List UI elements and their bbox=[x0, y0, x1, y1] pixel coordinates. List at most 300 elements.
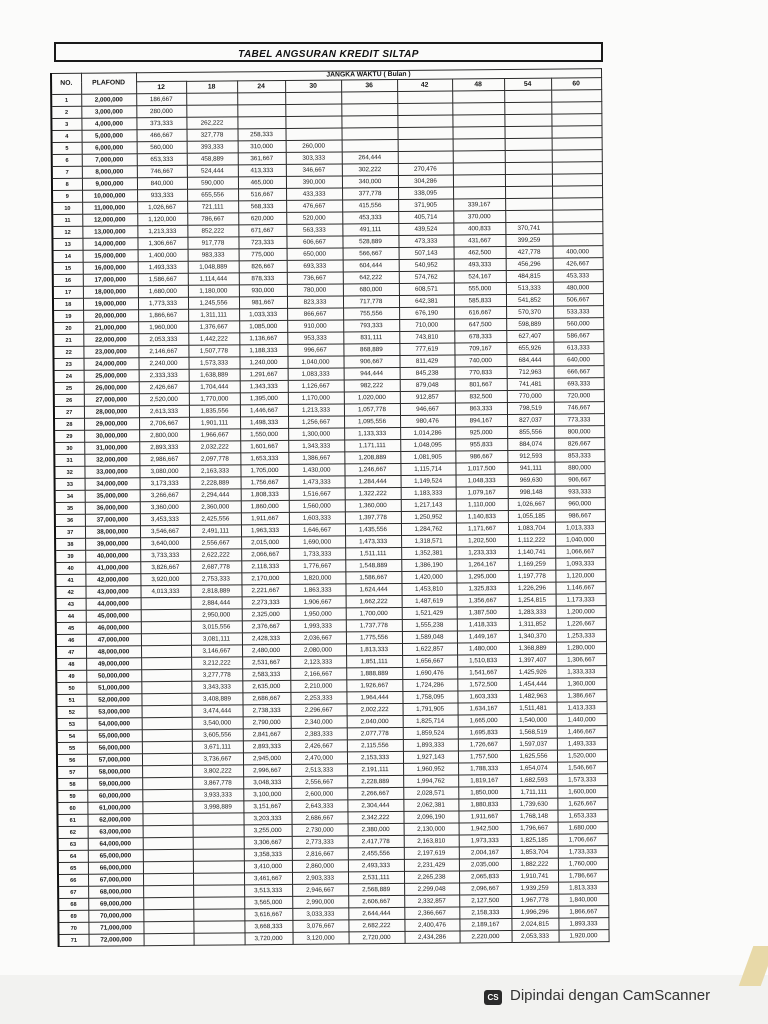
installment-cell: 1,081,905 bbox=[400, 451, 455, 463]
installment-cell: 1,284,444 bbox=[345, 475, 401, 487]
installment-cell: 2,123,333 bbox=[290, 656, 346, 668]
installment-cell: 2,682,222 bbox=[348, 919, 404, 931]
row-number: 3 bbox=[51, 118, 81, 130]
plafond-cell: 60,000,000 bbox=[87, 790, 142, 802]
installment-cell: 2,333,333 bbox=[139, 369, 189, 381]
installment-cell: 2,220,000 bbox=[460, 931, 512, 943]
installment-cell: 1,601,667 bbox=[240, 440, 288, 452]
installment-cell: 1,482,963 bbox=[509, 690, 556, 702]
installment-cell: 2,730,000 bbox=[292, 824, 348, 836]
header-month: 36 bbox=[341, 79, 397, 91]
installment-cell: 2,253,333 bbox=[290, 692, 346, 704]
installment-cell: 1,711,111 bbox=[510, 786, 557, 798]
installment-cell: 983,333 bbox=[188, 249, 239, 261]
installment-cell: 371,905 bbox=[398, 199, 453, 211]
installment-cell bbox=[237, 92, 285, 104]
row-number: 28 bbox=[54, 418, 84, 430]
installment-cell: 484,815 bbox=[506, 270, 553, 282]
installment-cell: 1,376,667 bbox=[188, 321, 239, 333]
installment-cell: 456,296 bbox=[506, 258, 553, 270]
installment-cell: 1,757,500 bbox=[458, 751, 510, 763]
installment-cell bbox=[505, 186, 552, 198]
plafond-cell: 42,000,000 bbox=[85, 574, 140, 586]
plafond-cell: 45,000,000 bbox=[86, 610, 141, 622]
installment-cell: 1,048,333 bbox=[456, 475, 508, 487]
installment-cell: 1,466,667 bbox=[557, 726, 607, 738]
installment-cell bbox=[141, 693, 191, 705]
installment-cell: 2,380,000 bbox=[348, 823, 404, 835]
installment-cell: 1,013,333 bbox=[555, 522, 605, 534]
row-number: 48 bbox=[56, 658, 86, 670]
row-number: 46 bbox=[56, 634, 86, 646]
camscanner-watermark: Dipindai dengan CamScanner bbox=[510, 987, 711, 1004]
installment-cell: 1,511,111 bbox=[345, 547, 401, 559]
installment-cell: 560,000 bbox=[553, 318, 603, 330]
plafond-cell: 16,000,000 bbox=[83, 262, 138, 274]
installment-cell: 340,000 bbox=[342, 175, 398, 187]
installment-cell: 2,470,000 bbox=[291, 752, 347, 764]
installment-cell: 2,600,000 bbox=[291, 788, 347, 800]
row-number: 70 bbox=[58, 922, 88, 934]
installment-cell: 944,444 bbox=[344, 367, 400, 379]
installment-cell: 2,426,667 bbox=[139, 381, 189, 393]
installment-cell: 1,343,333 bbox=[240, 380, 288, 392]
installment-cell: 466,667 bbox=[136, 129, 186, 141]
installment-cell: 327,778 bbox=[186, 129, 237, 141]
installment-cell bbox=[453, 139, 505, 151]
installment-cell: 1,705,000 bbox=[240, 464, 288, 476]
installment-cell: 1,264,167 bbox=[456, 559, 508, 571]
installment-cell: 3,212,222 bbox=[191, 657, 242, 669]
installment-cell: 361,667 bbox=[238, 152, 286, 164]
installment-cell: 1,173,333 bbox=[556, 594, 606, 606]
installment-cell: 2,531,111 bbox=[348, 871, 404, 883]
row-number: 53 bbox=[57, 718, 87, 730]
plafond-cell: 72,000,000 bbox=[89, 934, 144, 946]
plafond-cell: 68,000,000 bbox=[88, 886, 143, 898]
plafond-cell: 61,000,000 bbox=[87, 802, 142, 814]
installment-cell: 1,726,667 bbox=[458, 739, 510, 751]
installment-cell: 2,118,333 bbox=[241, 560, 289, 572]
installment-cell bbox=[193, 873, 244, 885]
installment-cell: 1,737,778 bbox=[346, 619, 402, 631]
installment-cell: 2,583,333 bbox=[242, 668, 290, 680]
installment-cell: 1,850,000 bbox=[458, 787, 510, 799]
installment-cell: 2,153,333 bbox=[347, 751, 403, 763]
installment-cell: 1,910,741 bbox=[511, 870, 558, 882]
installment-cell: 1,493,333 bbox=[138, 261, 188, 273]
installment-cell: 1,325,833 bbox=[456, 583, 508, 595]
plafond-cell: 59,000,000 bbox=[87, 778, 142, 790]
installment-cell: 2,115,556 bbox=[347, 739, 403, 751]
installment-cell bbox=[341, 103, 397, 115]
installment-cell bbox=[504, 114, 551, 126]
plafond-cell: 66,000,000 bbox=[88, 862, 143, 874]
installment-cell: 3,540,000 bbox=[192, 717, 243, 729]
installment-cell: 743,810 bbox=[399, 331, 454, 343]
installment-cell bbox=[143, 921, 193, 933]
installment-cell: 933,333 bbox=[137, 189, 187, 201]
installment-cell bbox=[341, 115, 397, 127]
installment-cell: 868,889 bbox=[343, 343, 399, 355]
installment-cell: 2,753,333 bbox=[190, 573, 241, 585]
row-number: 69 bbox=[58, 910, 88, 922]
installment-cell bbox=[285, 128, 341, 140]
row-number: 42 bbox=[55, 586, 85, 598]
row-number: 50 bbox=[56, 682, 86, 694]
installment-cell: 2,945,000 bbox=[243, 752, 291, 764]
installment-cell: 1,851,111 bbox=[346, 655, 402, 667]
installment-cell: 1,040,000 bbox=[287, 356, 343, 368]
installment-cell bbox=[398, 139, 453, 151]
plafond-cell: 2,000,000 bbox=[81, 94, 136, 106]
installment-cell: 2,163,810 bbox=[404, 835, 459, 847]
installment-cell: 1,055,185 bbox=[508, 510, 555, 522]
installment-cell: 604,444 bbox=[343, 259, 399, 271]
installment-cell: 620,000 bbox=[238, 212, 286, 224]
installment-cell: 2,210,000 bbox=[290, 680, 346, 692]
installment-cell: 1,120,000 bbox=[137, 213, 187, 225]
installment-cell: 777,619 bbox=[399, 343, 454, 355]
installment-cell: 473,333 bbox=[398, 235, 453, 247]
installment-cell bbox=[142, 801, 192, 813]
installment-cell: 1,739,630 bbox=[510, 798, 557, 810]
installment-cell: 676,190 bbox=[399, 307, 454, 319]
installment-cell: 3,080,000 bbox=[139, 465, 189, 477]
installment-cell: 2,383,333 bbox=[291, 728, 347, 740]
installment-cell: 1,226,296 bbox=[508, 582, 555, 594]
row-number: 51 bbox=[56, 694, 86, 706]
installment-cell: 2,035,000 bbox=[459, 859, 511, 871]
installment-cell: 693,333 bbox=[554, 378, 604, 390]
installment-cell bbox=[141, 597, 191, 609]
installment-cell: 2,096,190 bbox=[403, 811, 458, 823]
row-number: 64 bbox=[58, 850, 88, 862]
installment-cell: 3,733,333 bbox=[140, 549, 190, 561]
installment-cell: 2,556,667 bbox=[190, 537, 241, 549]
header-month: 12 bbox=[136, 81, 186, 93]
plafond-cell: 18,000,000 bbox=[83, 286, 138, 298]
installment-cell: 1,560,000 bbox=[289, 500, 345, 512]
installment-cell: 1,791,905 bbox=[403, 703, 458, 715]
installment-cell: 413,333 bbox=[238, 164, 286, 176]
installment-cell: 1,960,000 bbox=[138, 321, 188, 333]
plafond-cell: 62,000,000 bbox=[87, 814, 142, 826]
installment-cell: 493,333 bbox=[454, 259, 506, 271]
installment-cell: 462,500 bbox=[454, 247, 506, 259]
installment-table bbox=[50, 68, 609, 947]
plafond-cell: 10,000,000 bbox=[82, 190, 137, 202]
installment-cell: 2,340,000 bbox=[291, 716, 347, 728]
installment-cell: 1,114,444 bbox=[188, 273, 239, 285]
installment-cell bbox=[193, 897, 244, 909]
installment-cell: 953,333 bbox=[287, 332, 343, 344]
installment-cell: 2,273,333 bbox=[242, 596, 290, 608]
installment-cell: 1,171,111 bbox=[344, 439, 400, 451]
installment-cell: 439,524 bbox=[398, 223, 453, 235]
row-number: 67 bbox=[58, 886, 88, 898]
installment-cell bbox=[551, 102, 601, 114]
installment-cell: 2,400,476 bbox=[404, 919, 459, 931]
installment-cell: 1,200,000 bbox=[556, 606, 606, 618]
installment-cell: 1,863,333 bbox=[289, 584, 345, 596]
installment-cell: 2,231,429 bbox=[404, 859, 459, 871]
installment-cell: 1,246,667 bbox=[344, 463, 400, 475]
installment-cell: 1,146,667 bbox=[555, 582, 605, 594]
installment-cell: 1,706,667 bbox=[558, 834, 608, 846]
installment-cell: 880,000 bbox=[554, 462, 604, 474]
plafond-cell: 51,000,000 bbox=[86, 682, 141, 694]
installment-cell: 2,066,667 bbox=[241, 548, 289, 560]
installment-cell: 3,151,667 bbox=[243, 800, 291, 812]
installment-cell: 678,333 bbox=[454, 331, 506, 343]
installment-cell: 1,572,500 bbox=[457, 679, 509, 691]
installment-cell: 1,256,667 bbox=[288, 416, 344, 428]
plafond-cell: 22,000,000 bbox=[83, 334, 138, 346]
installment-cell: 1,820,000 bbox=[289, 572, 345, 584]
installment-cell: 262,222 bbox=[186, 117, 237, 129]
installment-cell: 1,603,333 bbox=[457, 691, 509, 703]
installment-cell: 1,624,444 bbox=[345, 583, 401, 595]
installment-cell: 3,120,000 bbox=[293, 932, 349, 944]
installment-cell: 775,000 bbox=[239, 248, 287, 260]
installment-cell: 840,000 bbox=[137, 177, 187, 189]
installment-cell: 1,654,074 bbox=[510, 762, 557, 774]
installment-cell: 1,171,667 bbox=[456, 523, 508, 535]
installment-cell: 1,662,222 bbox=[346, 595, 402, 607]
plafond-cell: 9,000,000 bbox=[82, 178, 137, 190]
installment-cell: 1,169,259 bbox=[508, 558, 555, 570]
installment-cell: 1,079,167 bbox=[456, 487, 508, 499]
installment-cell: 3,358,333 bbox=[244, 848, 292, 860]
row-number: 7 bbox=[52, 166, 82, 178]
plafond-cell: 65,000,000 bbox=[88, 850, 143, 862]
row-number: 63 bbox=[58, 838, 88, 850]
installment-cell: 1,020,000 bbox=[344, 391, 400, 403]
installment-cell: 1,356,667 bbox=[457, 595, 509, 607]
header-no: NO. bbox=[51, 73, 81, 94]
installment-cell: 1,573,333 bbox=[557, 774, 607, 786]
installment-cell: 773,333 bbox=[554, 414, 604, 426]
row-number: 56 bbox=[57, 754, 87, 766]
installment-cell: 563,333 bbox=[286, 224, 342, 236]
row-number: 8 bbox=[52, 178, 82, 190]
installment-cell: 811,429 bbox=[399, 355, 454, 367]
header-jangka-waktu: JANGKA WAKTU ( Bulan ) bbox=[136, 69, 601, 82]
installment-cell: 590,000 bbox=[187, 177, 238, 189]
plafond-cell: 7,000,000 bbox=[82, 154, 137, 166]
installment-cell: 1,724,286 bbox=[402, 679, 457, 691]
installment-cell: 2,800,000 bbox=[139, 429, 189, 441]
installment-cell: 1,853,704 bbox=[511, 846, 558, 858]
installment-cell: 1,555,238 bbox=[402, 619, 457, 631]
installment-cell bbox=[505, 162, 552, 174]
row-number: 4 bbox=[52, 130, 82, 142]
installment-cell: 598,889 bbox=[506, 318, 553, 330]
installment-cell: 2,299,048 bbox=[404, 883, 459, 895]
installment-cell: 1,813,333 bbox=[346, 643, 402, 655]
installment-cell: 1,911,667 bbox=[241, 512, 289, 524]
installment-cell: 1,217,143 bbox=[401, 499, 456, 511]
installment-cell: 1,690,476 bbox=[402, 667, 457, 679]
installment-cell: 3,474,444 bbox=[192, 705, 243, 717]
installment-cell: 2,513,333 bbox=[291, 764, 347, 776]
installment-cell: 2,077,778 bbox=[347, 727, 403, 739]
installment-cell bbox=[141, 633, 191, 645]
row-number: 36 bbox=[55, 514, 85, 526]
installment-cell: 1,085,000 bbox=[239, 320, 287, 332]
installment-cell: 393,333 bbox=[187, 141, 238, 153]
plafond-cell: 28,000,000 bbox=[84, 406, 139, 418]
installment-cell: 2,434,286 bbox=[405, 931, 460, 943]
installment-cell: 671,667 bbox=[238, 224, 286, 236]
installment-cell: 2,366,667 bbox=[404, 907, 459, 919]
installment-cell bbox=[397, 127, 452, 139]
installment-cell: 1,866,667 bbox=[558, 906, 608, 918]
plafond-cell: 50,000,000 bbox=[86, 670, 141, 682]
installment-cell bbox=[285, 92, 341, 104]
row-number: 66 bbox=[58, 874, 88, 886]
table-body bbox=[51, 90, 608, 947]
row-number: 2 bbox=[51, 106, 81, 118]
title-box bbox=[54, 42, 603, 62]
installment-cell: 1,786,667 bbox=[558, 870, 608, 882]
row-number: 52 bbox=[57, 706, 87, 718]
installment-cell bbox=[397, 91, 452, 103]
installment-cell: 3,671,111 bbox=[192, 741, 243, 753]
installment-cell: 2,189,167 bbox=[459, 919, 511, 931]
installment-cell: 2,893,333 bbox=[139, 441, 189, 453]
installment-cell: 480,000 bbox=[553, 282, 603, 294]
installment-cell: 1,395,000 bbox=[240, 392, 288, 404]
installment-cell: 736,667 bbox=[287, 272, 343, 284]
row-number: 9 bbox=[52, 190, 82, 202]
installment-cell: 303,333 bbox=[286, 152, 342, 164]
installment-cell bbox=[552, 138, 602, 150]
installment-cell: 721,111 bbox=[187, 201, 238, 213]
installment-cell bbox=[142, 789, 192, 801]
installment-cell: 653,333 bbox=[137, 153, 187, 165]
installment-cell: 2,428,333 bbox=[242, 632, 290, 644]
installment-cell: 710,000 bbox=[399, 319, 454, 331]
installment-cell: 1,521,429 bbox=[402, 607, 457, 619]
row-number: 39 bbox=[55, 550, 85, 562]
installment-cell: 1,541,667 bbox=[457, 667, 509, 679]
plafond-cell: 70,000,000 bbox=[88, 910, 143, 922]
installment-cell: 1,397,407 bbox=[509, 654, 556, 666]
installment-cell: 1,430,000 bbox=[288, 464, 344, 476]
installment-cell: 1,768,148 bbox=[510, 810, 557, 822]
installment-cell: 2,296,667 bbox=[291, 704, 347, 716]
installment-cell: 2,493,333 bbox=[348, 859, 404, 871]
installment-cell: 1,963,333 bbox=[241, 524, 289, 536]
installment-cell: 2,950,000 bbox=[191, 609, 242, 621]
installment-cell: 2,376,667 bbox=[242, 620, 290, 632]
row-number: 14 bbox=[53, 250, 83, 262]
installment-cell: 2,036,667 bbox=[290, 632, 346, 644]
installment-cell bbox=[141, 681, 191, 693]
installment-cell: 980,476 bbox=[400, 415, 455, 427]
installment-cell: 2,062,381 bbox=[403, 799, 458, 811]
installment-cell: 2,146,667 bbox=[138, 345, 188, 357]
installment-cell: 3,736,667 bbox=[192, 753, 243, 765]
installment-cell: 680,000 bbox=[343, 283, 399, 295]
row-number: 60 bbox=[57, 802, 87, 814]
installment-cell: 431,667 bbox=[453, 235, 505, 247]
installment-cell: 3,408,889 bbox=[191, 693, 242, 705]
installment-cell: 1,966,667 bbox=[189, 429, 240, 441]
installment-cell: 1,950,000 bbox=[290, 608, 346, 620]
row-number: 27 bbox=[54, 406, 84, 418]
header-month: 24 bbox=[237, 80, 285, 92]
installment-cell bbox=[505, 150, 552, 162]
installment-cell: 1,254,815 bbox=[509, 594, 556, 606]
installment-cell: 280,000 bbox=[136, 105, 186, 117]
row-number: 31 bbox=[54, 454, 84, 466]
installment-cell: 1,813,333 bbox=[558, 882, 608, 894]
installment-cell bbox=[193, 849, 244, 861]
installment-cell: 2,065,833 bbox=[459, 871, 511, 883]
installment-cell bbox=[552, 234, 602, 246]
installment-cell: 684,444 bbox=[506, 354, 553, 366]
installment-cell: 2,687,778 bbox=[190, 561, 241, 573]
installment-cell: 2,903,333 bbox=[292, 872, 348, 884]
installment-cell: 2,304,444 bbox=[347, 799, 403, 811]
installment-cell: 1,048,889 bbox=[188, 261, 239, 273]
installment-cell: 2,265,238 bbox=[404, 871, 459, 883]
installment-cell bbox=[552, 210, 602, 222]
installment-cell: 1,646,667 bbox=[289, 524, 345, 536]
installment-cell: 1,425,926 bbox=[509, 666, 556, 678]
installment-cell: 906,667 bbox=[555, 474, 605, 486]
installment-cell: 1,014,286 bbox=[400, 427, 455, 439]
installment-cell: 1,386,667 bbox=[288, 452, 344, 464]
installment-cell: 453,333 bbox=[342, 211, 398, 223]
installment-cell: 1,788,333 bbox=[458, 763, 510, 775]
installment-cell: 1,507,778 bbox=[188, 345, 239, 357]
plafond-cell: 34,000,000 bbox=[85, 478, 140, 490]
installment-cell: 555,000 bbox=[454, 283, 506, 295]
installment-cell bbox=[504, 90, 551, 102]
installment-cell bbox=[285, 104, 341, 116]
installment-cell: 3,668,333 bbox=[244, 920, 292, 932]
installment-cell bbox=[452, 127, 504, 139]
installment-cell bbox=[342, 139, 398, 151]
installment-cell: 373,333 bbox=[136, 117, 186, 129]
installment-cell: 1,656,667 bbox=[402, 655, 457, 667]
installment-cell: 866,667 bbox=[287, 308, 343, 320]
plafond-cell: 21,000,000 bbox=[83, 322, 138, 334]
installment-cell: 2,053,333 bbox=[138, 333, 188, 345]
installment-cell: 524,167 bbox=[454, 271, 506, 283]
installment-cell: 3,033,333 bbox=[292, 908, 348, 920]
installment-cell: 1,083,704 bbox=[508, 522, 555, 534]
installment-cell: 912,593 bbox=[507, 450, 554, 462]
installment-cell: 1,442,222 bbox=[188, 333, 239, 345]
plafond-cell: 13,000,000 bbox=[82, 226, 137, 238]
installment-cell: 1,516,667 bbox=[289, 488, 345, 500]
installment-cell: 798,519 bbox=[507, 402, 554, 414]
installment-cell: 400,000 bbox=[553, 246, 603, 258]
installment-cell: 1,136,667 bbox=[239, 332, 287, 344]
installment-cell: 1,291,667 bbox=[240, 368, 288, 380]
installment-cell bbox=[193, 825, 244, 837]
installment-cell: 3,867,778 bbox=[192, 777, 243, 789]
installment-cell bbox=[141, 645, 191, 657]
row-number: 59 bbox=[57, 790, 87, 802]
installment-cell: 1,733,333 bbox=[289, 548, 345, 560]
row-number: 49 bbox=[56, 670, 86, 682]
